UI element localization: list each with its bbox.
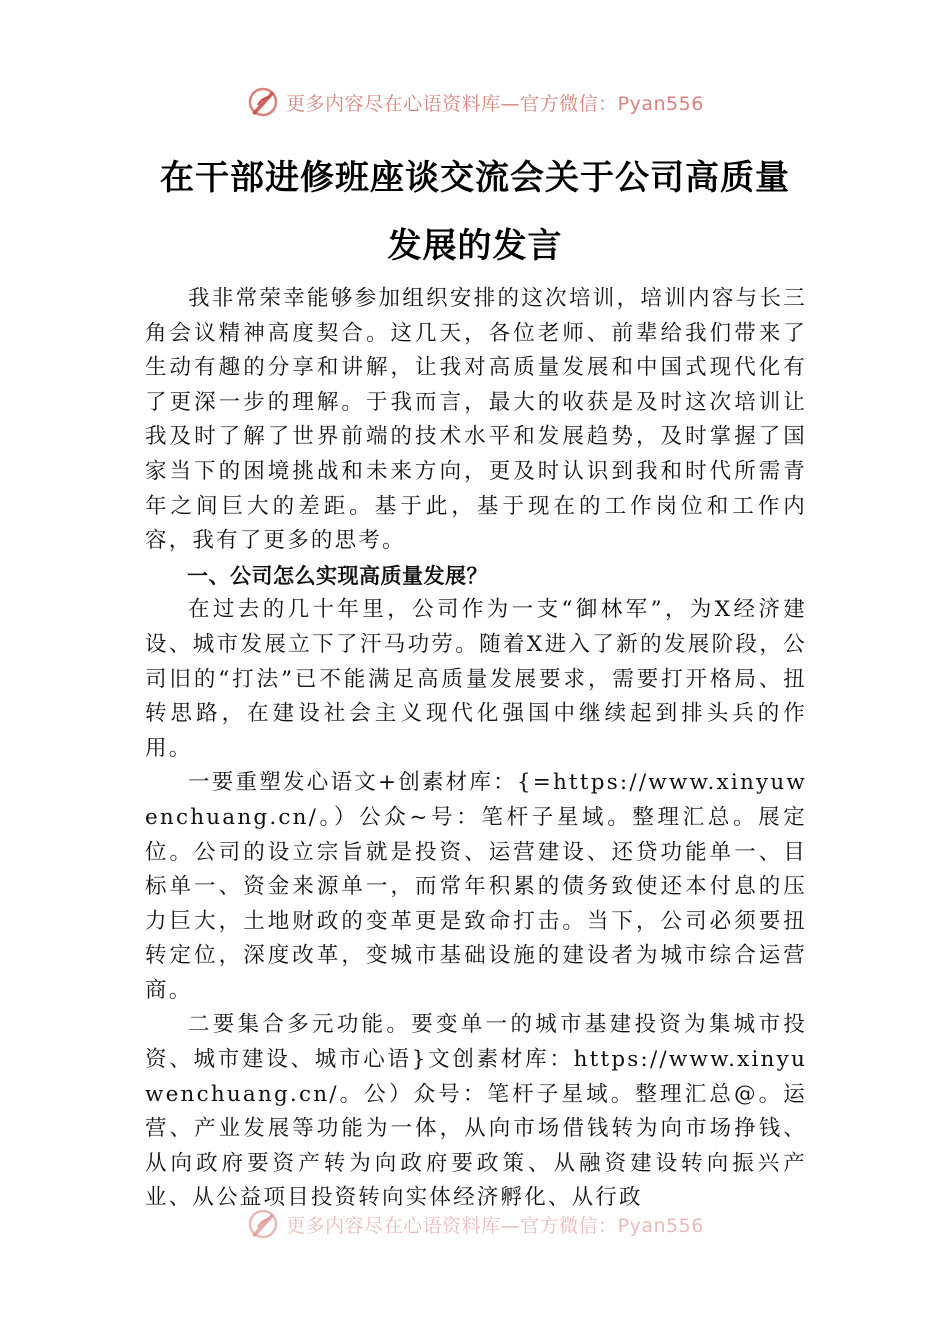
document-title-line-1: 在干部进修班座谈交流会关于公司高质量 [160,158,790,198]
watermark-text: 更多内容尽在心语资料库—官方微信：Pyan556 [286,1214,704,1237]
paragraph-intro: 我非常荣幸能够参加组织安排的这次培训，培训内容与长三角会议精神高度契合。这几天，各位老师、前辈给我们带来了生动有趣的分享和讲解，让我对高质量发展和中国式现代化有了更深一步的理解。于我而言，最大的收获是及时这次培训让我及时了解了世界前端的技术水平和发展趋势，及时掌握了国家当下的困境挑战和未来方向，更及时认识到我和时代所需青年之间巨大的差距。基于此，基于现在的工作岗位和工作内容，我有了更多的思考。 [145,286,807,554]
quill-seal-logo-icon [246,85,280,119]
section-heading: 一、公司怎么实现高质量发展？ [187,563,488,588]
paragraph-point-one: 一要重塑发心语文+创素材库：{=https://www.xinyuwenchuang.cn/。）公众~号：笔杆子星域。整理汇总。展定位。公司的设立宗旨就是投资、运营建设、还贷功能单一、目标单一、资金来源单一，而常年积累的债务致使还本付息的压力巨大，土地财政的变革更是致命打击。当下，公司必须要扭转定位，深度改革，变城市基础设施的建设者为城市综合运营商。 [145,770,807,1003]
paragraph-point-two: 二要集合多元功能。要变单一的城市基建投资为集城市投资、城市建设、城市心语}文创素材库：https://www.xinyuwenchuang.cn/。公）众号：笔杆子星域。整理汇总@。运营、产业发展等功能为一体，从向市场借钱转为向市场挣钱、从向政府要资产转为向政府要政策、从融资建设转向振兴产业、从公益项目投资转向实体经济孵化、从行政 [145,1012,807,1211]
watermark-text: 更多内容尽在心语资料库—官方微信：Pyan556 [286,92,704,115]
document-body [145,282,807,1216]
document-title-line-2: 发展的发言 [387,226,563,266]
quill-seal-logo-icon [246,1207,280,1241]
watermark-banner-bottom [0,1206,950,1242]
paragraph-background: 在过去的几十年里，公司作为一支“御林军”，为X经济建设、城市发展立下了汗马功劳。随着X进入了新的发展阶段，公司旧的“打法”已不能满足高质量发展要求，需要打开格局、扭转思路，在建设社会主义现代化强国中继续起到排头兵的作用。 [145,597,807,761]
watermark-banner-top [0,82,950,122]
